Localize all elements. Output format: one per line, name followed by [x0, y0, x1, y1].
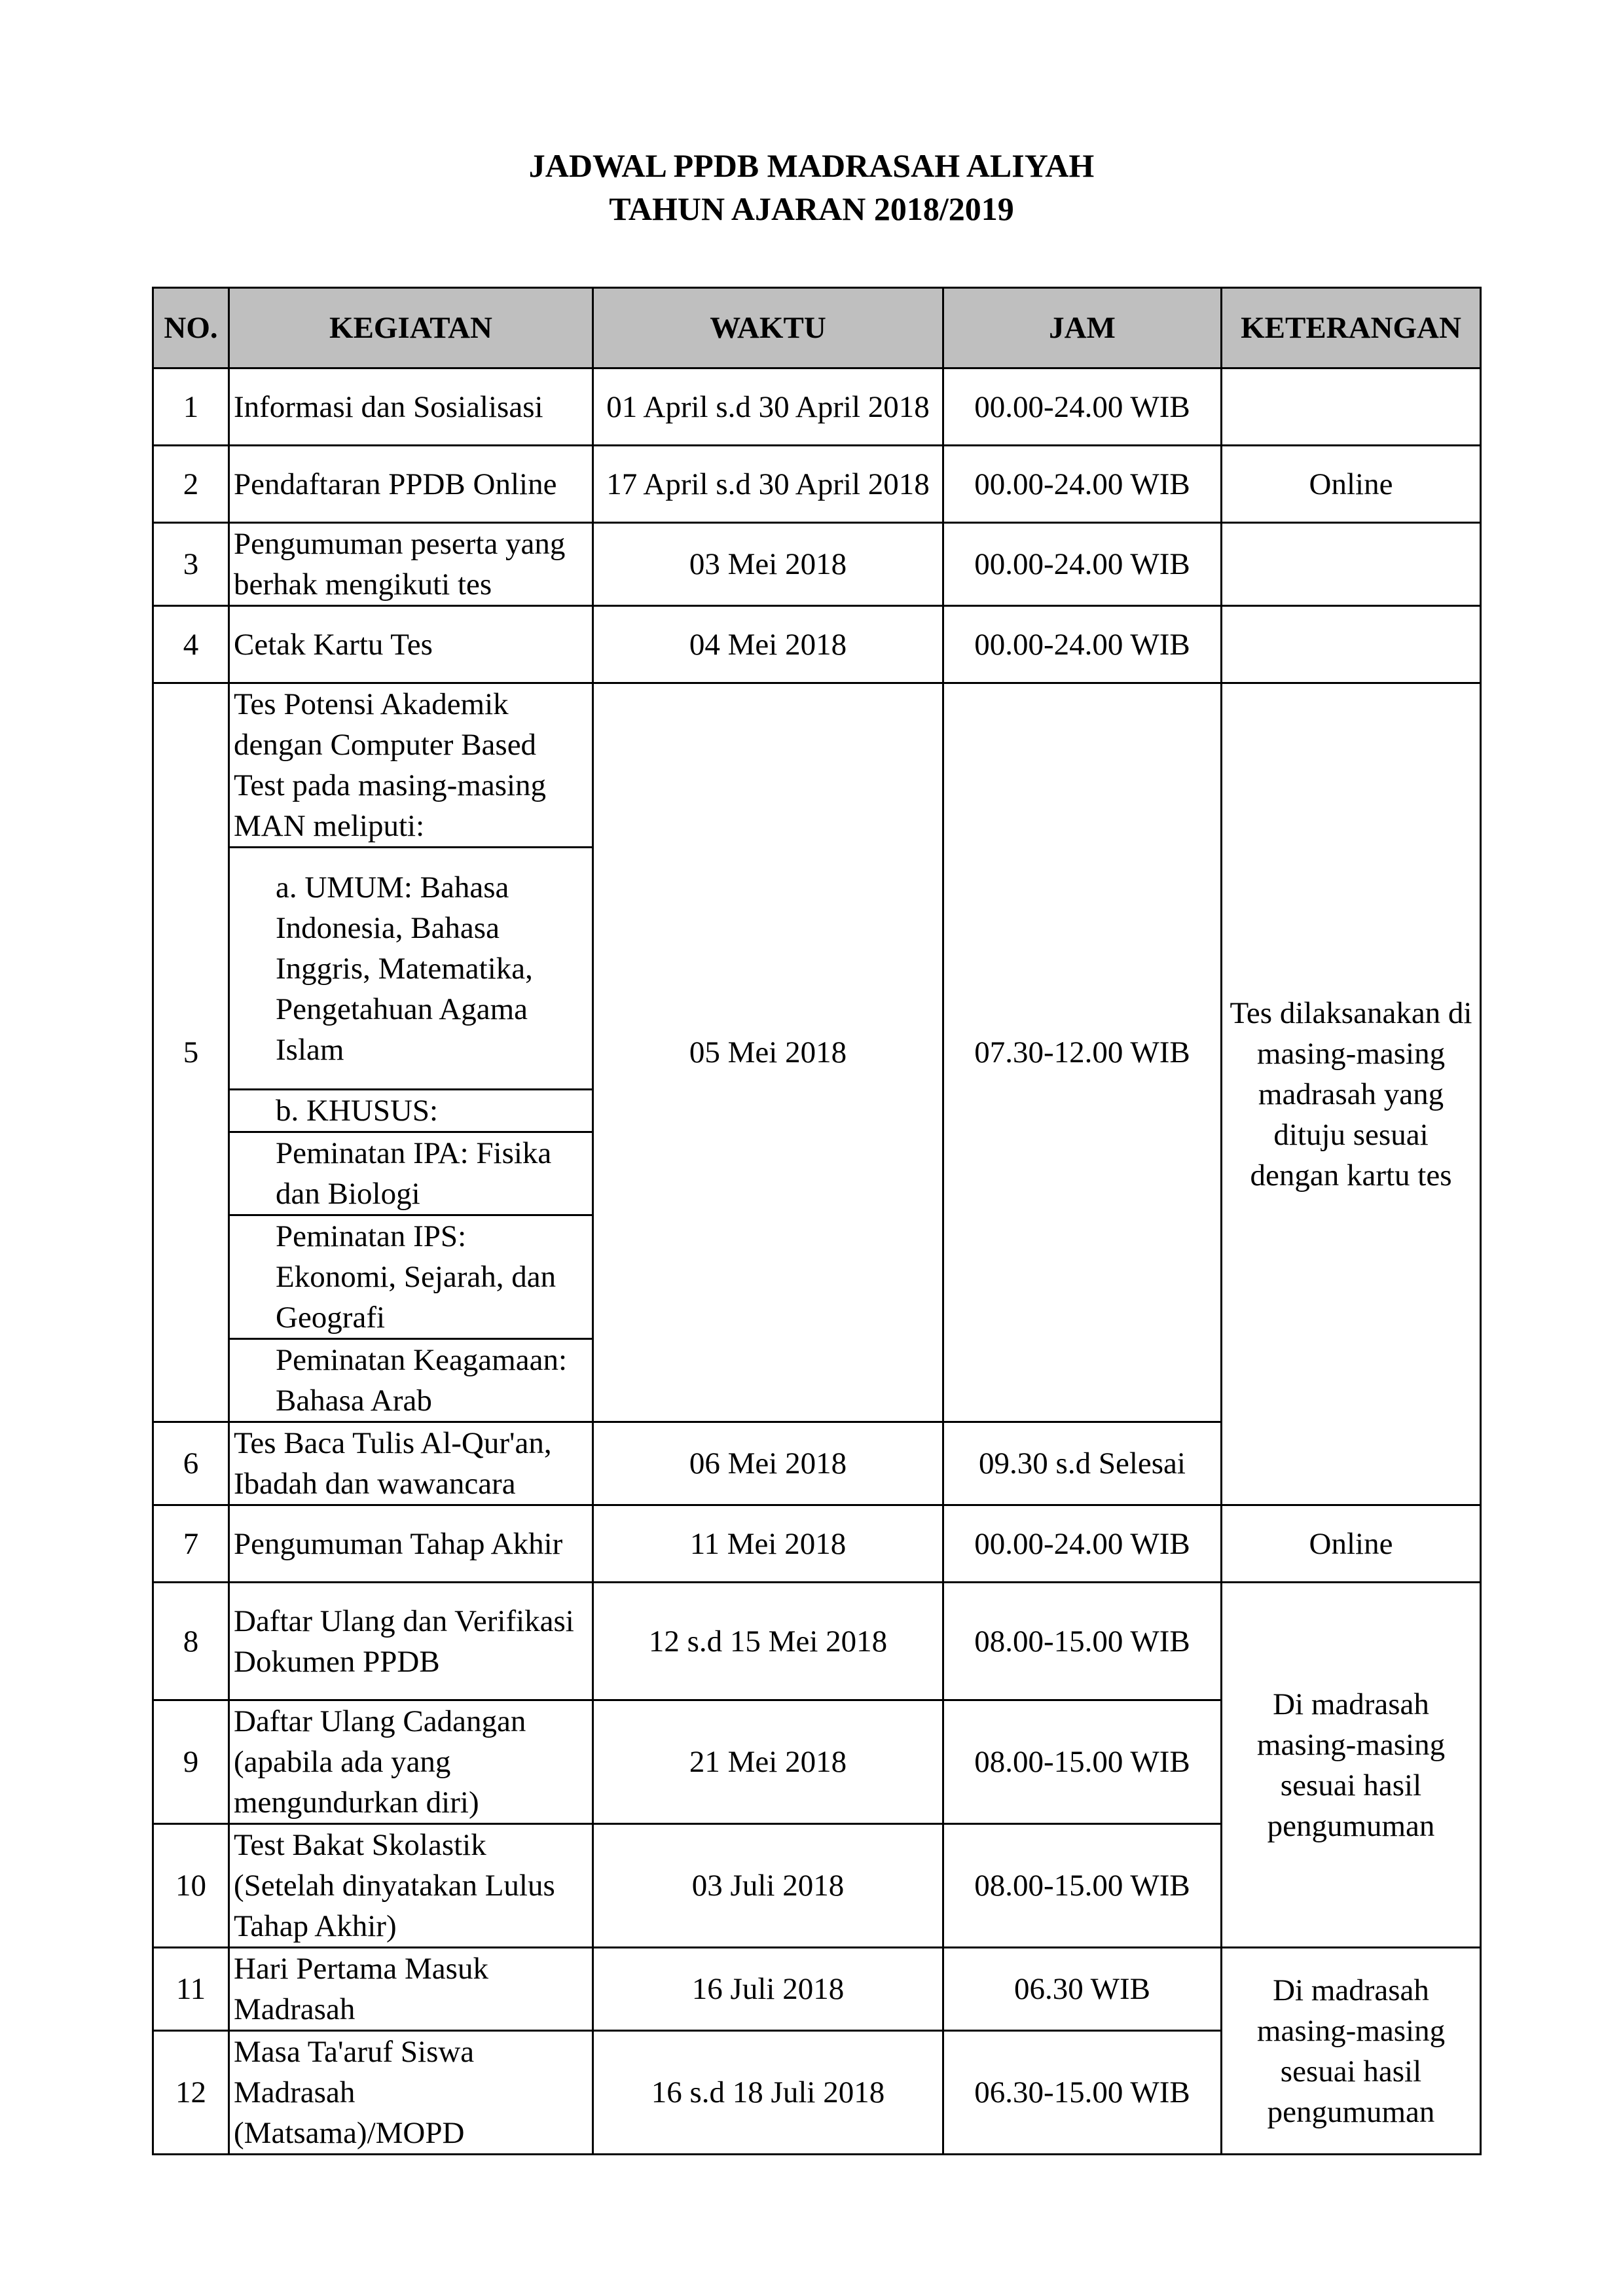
table-row	[153, 1583, 1481, 1700]
cell-keterangan: Online	[1222, 1505, 1481, 1583]
cell-kegiatan: Tes Baca Tulis Al-Qur'an, Ibadah dan wawancara	[229, 1422, 593, 1505]
cell-kegiatan: Cetak Kartu Tes	[229, 606, 593, 683]
table-row	[153, 523, 1481, 606]
cell-jam: 00.00-24.00 WIB	[943, 368, 1222, 446]
cell-kegiatan: Daftar Ulang Cadangan (apabila ada yang mengundurkan diri)	[229, 1700, 593, 1824]
cell-keterangan	[1222, 606, 1481, 683]
cell-kegiatan: Informasi dan Sosialisasi	[229, 368, 593, 446]
cell-kegiatan: Hari Pertama Masuk Madrasah	[229, 1948, 593, 2031]
cell-keterangan: Online	[1222, 446, 1481, 523]
cell-waktu: 01 April s.d 30 April 2018	[593, 368, 943, 446]
cell-no: 2	[153, 446, 229, 523]
cell-subitem-khusus: b. KHUSUS:	[229, 1090, 593, 1132]
cell-keterangan: Di madrasah masing-masing sesuai hasil pengumuman	[1222, 1583, 1481, 1948]
cell-no: 5	[153, 683, 229, 1422]
header-keterangan: KETERANGAN	[1222, 288, 1481, 368]
header-row	[153, 288, 1481, 368]
cell-keterangan: Di madrasah masing-masing sesuai hasil pengumuman	[1222, 1948, 1481, 2155]
cell-no: 4	[153, 606, 229, 683]
cell-kegiatan: Pengumuman peserta yang berhak mengikuti tes	[229, 523, 593, 606]
cell-waktu: 03 Mei 2018	[593, 523, 943, 606]
cell-jam: 06.30 WIB	[943, 1948, 1222, 2031]
cell-subitem-ips: Peminatan IPS: Ekonomi, Sejarah, dan Geografi	[229, 1215, 593, 1339]
cell-no: 3	[153, 523, 229, 606]
cell-jam: 00.00-24.00 WIB	[943, 446, 1222, 523]
cell-subitem-ipa: Peminatan IPA: Fisika dan Biologi	[229, 1132, 593, 1215]
cell-keterangan: Tes dilaksanakan di masing-masing madrasah yang dituju sesuai dengan kartu tes	[1222, 683, 1481, 1505]
cell-no: 6	[153, 1422, 229, 1505]
title-line-2: TAHUN AJARAN 2018/2019	[609, 190, 1014, 227]
cell-waktu: 04 Mei 2018	[593, 606, 943, 683]
cell-waktu: 17 April s.d 30 April 2018	[593, 446, 943, 523]
cell-jam: 00.00-24.00 WIB	[943, 523, 1222, 606]
cell-jam: 00.00-24.00 WIB	[943, 1505, 1222, 1583]
cell-kegiatan: Pendaftaran PPDB Online	[229, 446, 593, 523]
cell-jam: 07.30-12.00 WIB	[943, 683, 1222, 1422]
cell-jam: 00.00-24.00 WIB	[943, 606, 1222, 683]
document-title	[0, 144, 1623, 230]
header-kegiatan: KEGIATAN	[229, 288, 593, 368]
cell-subitem-umum: a. UMUM: Bahasa Indonesia, Bahasa Inggris, Matematika, Pengetahuan Agama Islam	[229, 848, 593, 1090]
cell-kegiatan: Test Bakat Skolastik (Setelah dinyatakan Lulus Tahap Akhir)	[229, 1824, 593, 1948]
table-row	[153, 368, 1481, 446]
cell-kegiatan: Pengumuman Tahap Akhir	[229, 1505, 593, 1583]
cell-waktu: 16 s.d 18 Juli 2018	[593, 2031, 943, 2155]
cell-waktu: 11 Mei 2018	[593, 1505, 943, 1583]
cell-no: 8	[153, 1583, 229, 1700]
table-row	[153, 1948, 1481, 2031]
cell-waktu: 21 Mei 2018	[593, 1700, 943, 1824]
header-waktu: WAKTU	[593, 288, 943, 368]
cell-waktu: 16 Juli 2018	[593, 1948, 943, 2031]
table-row	[153, 446, 1481, 523]
cell-jam: 08.00-15.00 WIB	[943, 1700, 1222, 1824]
cell-kegiatan: Masa Ta'aruf Siswa Madrasah (Matsama)/MOPD	[229, 2031, 593, 2155]
cell-keterangan	[1222, 523, 1481, 606]
cell-no: 9	[153, 1700, 229, 1824]
table-row	[153, 1505, 1481, 1583]
table-row	[153, 606, 1481, 683]
cell-jam: 08.00-15.00 WIB	[943, 1583, 1222, 1700]
cell-waktu: 05 Mei 2018	[593, 683, 943, 1422]
title-line-1: JADWAL PPDB MADRASAH ALIYAH	[528, 147, 1095, 184]
cell-waktu: 06 Mei 2018	[593, 1422, 943, 1505]
table-row	[153, 683, 1481, 848]
cell-jam: 08.00-15.00 WIB	[943, 1824, 1222, 1948]
cell-jam: 09.30 s.d Selesai	[943, 1422, 1222, 1505]
header-jam: JAM	[943, 288, 1222, 368]
schedule-table	[152, 287, 1482, 2155]
cell-no: 1	[153, 368, 229, 446]
cell-no: 10	[153, 1824, 229, 1948]
header-no: NO.	[153, 288, 229, 368]
cell-no: 7	[153, 1505, 229, 1583]
cell-subitem-keagamaan: Peminatan Keagamaan: Bahasa Arab	[229, 1339, 593, 1422]
cell-waktu: 03 Juli 2018	[593, 1824, 943, 1948]
cell-no: 12	[153, 2031, 229, 2155]
cell-kegiatan: Tes Potensi Akademik dengan Computer Based Test pada masing-masing MAN meliputi:	[229, 683, 593, 848]
cell-waktu: 12 s.d 15 Mei 2018	[593, 1583, 943, 1700]
cell-keterangan	[1222, 368, 1481, 446]
cell-jam: 06.30-15.00 WIB	[943, 2031, 1222, 2155]
cell-kegiatan: Daftar Ulang dan Verifikasi Dokumen PPDB	[229, 1583, 593, 1700]
cell-no: 11	[153, 1948, 229, 2031]
